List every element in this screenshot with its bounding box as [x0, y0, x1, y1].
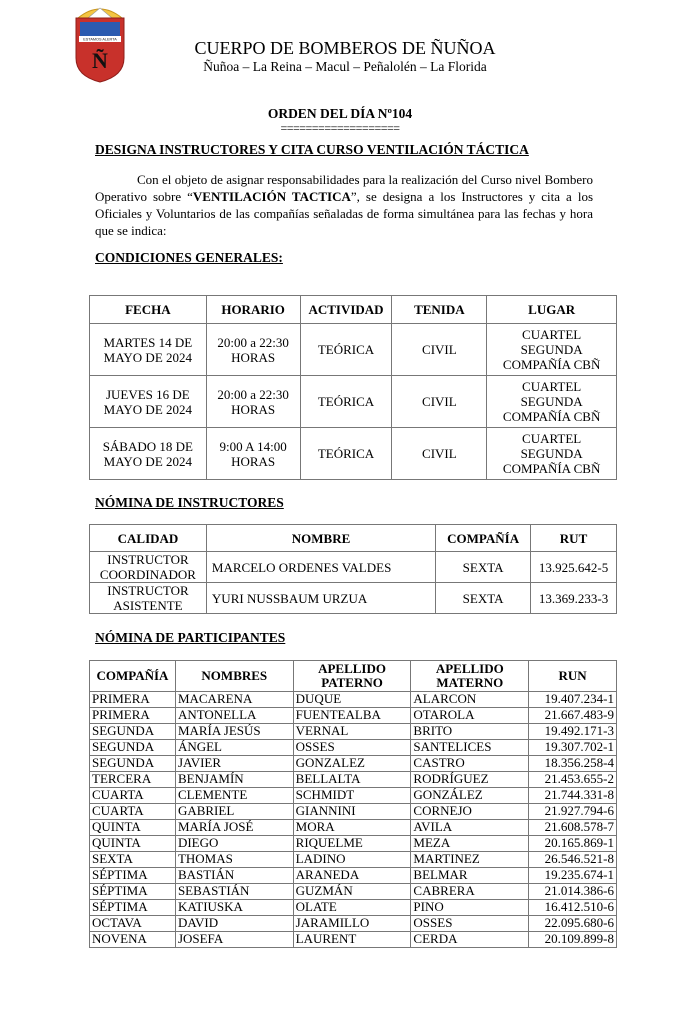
participants-row	[90, 868, 617, 884]
participants-cell: LADINO	[293, 852, 411, 868]
participants-cell: JOSEFA	[175, 932, 293, 948]
conditions-cell: 20:00 a 22:30 HORAS	[206, 376, 300, 428]
conditions-cell: SÁBADO 18 DE MAYO DE 2024	[90, 428, 207, 480]
participants-cell: BASTIÁN	[175, 868, 293, 884]
participants-cell: NOVENA	[90, 932, 176, 948]
participants-cell: OCTAVA	[90, 916, 176, 932]
participants-row	[90, 740, 617, 756]
conditions-row	[90, 428, 617, 480]
participants-cell: 19.492.171-3	[529, 724, 617, 740]
participants-row	[90, 708, 617, 724]
participants-cell: SEGUNDA	[90, 740, 176, 756]
instructors-heading: NÓMINA DE INSTRUCTORES	[95, 495, 284, 510]
participants-cell: OSSES	[293, 740, 411, 756]
instructors-cell: SEXTA	[436, 552, 531, 583]
conditions-cell: TEÓRICA	[300, 428, 392, 480]
conditions-cell: 9:00 A 14:00 HORAS	[206, 428, 300, 480]
participants-cell: THOMAS	[175, 852, 293, 868]
conditions-header-row	[90, 296, 617, 324]
conditions-cell: CUARTEL SEGUNDA COMPAÑÍA CBÑ	[487, 428, 617, 480]
participants-row	[90, 692, 617, 708]
participants-cell: 19.307.702-1	[529, 740, 617, 756]
participants-cell: 19.235.674-1	[529, 868, 617, 884]
participants-cell: LAURENT	[293, 932, 411, 948]
participants-cell: MARÍA JOSÉ	[175, 820, 293, 836]
participants-cell: DAVID	[175, 916, 293, 932]
separator-line: ===================	[280, 121, 400, 135]
participants-cell: BELMAR	[411, 868, 529, 884]
participants-cell: 21.608.578-7	[529, 820, 617, 836]
participants-cell: 21.667.483-9	[529, 708, 617, 724]
conditions-cell: CIVIL	[392, 324, 487, 376]
paragraph-end: ”, se designa a los Instructores y cita a los Oficiales y Voluntarios de las compañías señaladas de forma simultánea para las fechas y hora que se indica:	[95, 189, 593, 238]
participants-cell: JAVIER	[175, 756, 293, 772]
participants-cell: 20.165.869-1	[529, 836, 617, 852]
participants-cell: 18.356.258-4	[529, 756, 617, 772]
conditions-cell: CUARTEL SEGUNDA COMPAÑÍA CBÑ	[487, 324, 617, 376]
fire-department-logo	[74, 2, 126, 84]
participants-cell: GONZÁLEZ	[411, 788, 529, 804]
participants-cell: FUENTEALBA	[293, 708, 411, 724]
participants-cell: OTAROLA	[411, 708, 529, 724]
participants-cell: PINO	[411, 900, 529, 916]
conditions-column-header: ACTIVIDAD	[300, 296, 392, 324]
participants-cell: 21.927.794-6	[529, 804, 617, 820]
participants-cell: BRITO	[411, 724, 529, 740]
instructors-column-header: NOMBRE	[206, 525, 435, 552]
participants-column-header: NOMBRES	[175, 661, 293, 692]
participants-cell: MARTINEZ	[411, 852, 529, 868]
instructors-cell: INSTRUCTOR COORDINADOR	[90, 552, 207, 583]
conditions-column-header: TENIDA	[392, 296, 487, 324]
participants-column-header: COMPAÑÍA	[90, 661, 176, 692]
participants-cell: 22.095.680-6	[529, 916, 617, 932]
conditions-cell: CIVIL	[392, 376, 487, 428]
participants-cell: DIEGO	[175, 836, 293, 852]
conditions-cell: MARTES 14 DE MAYO DE 2024	[90, 324, 207, 376]
participants-cell: GONZALEZ	[293, 756, 411, 772]
participants-column-header: RUN	[529, 661, 617, 692]
conditions-cell: TEÓRICA	[300, 376, 392, 428]
instructors-cell: YURI NUSSBAUM URZUA	[206, 583, 435, 614]
participants-cell: PRIMERA	[90, 708, 176, 724]
conditions-column-header: FECHA	[90, 296, 207, 324]
participants-cell: OLATE	[293, 900, 411, 916]
participants-cell: SEGUNDA	[90, 724, 176, 740]
conditions-heading: CONDICIONES GENERALES:	[95, 250, 283, 265]
participants-cell: 26.546.521-8	[529, 852, 617, 868]
conditions-cell: TEÓRICA	[300, 324, 392, 376]
participants-cell: SCHMIDT	[293, 788, 411, 804]
participants-cell: AVILA	[411, 820, 529, 836]
instructors-row	[90, 552, 617, 583]
conditions-column-header: HORARIO	[206, 296, 300, 324]
participants-cell: DUQUE	[293, 692, 411, 708]
participants-cell: QUINTA	[90, 836, 176, 852]
participants-cell: MARÍA JESÚS	[175, 724, 293, 740]
participants-cell: 21.453.655-2	[529, 772, 617, 788]
participants-cell: CERDA	[411, 932, 529, 948]
participants-row	[90, 724, 617, 740]
participants-cell: RODRÍGUEZ	[411, 772, 529, 788]
participants-cell: ARANEDA	[293, 868, 411, 884]
participants-row	[90, 852, 617, 868]
instructors-column-header: COMPAÑÍA	[436, 525, 531, 552]
logo-letter: Ñ	[92, 48, 108, 73]
conditions-row	[90, 324, 617, 376]
participants-row	[90, 900, 617, 916]
participants-cell: BELLALTA	[293, 772, 411, 788]
participants-cell: ÁNGEL	[175, 740, 293, 756]
participants-cell: QUINTA	[90, 820, 176, 836]
participants-cell: ANTONELLA	[175, 708, 293, 724]
participants-cell: RIQUELME	[293, 836, 411, 852]
conditions-column-header: LUGAR	[487, 296, 617, 324]
participants-cell: OSSES	[411, 916, 529, 932]
participants-cell: ALARCON	[411, 692, 529, 708]
participants-cell: CORNEJO	[411, 804, 529, 820]
institution-subtitle: Ñuñoa – La Reina – Macul – Peñalolén – La Florida	[203, 59, 487, 74]
participants-row	[90, 756, 617, 772]
participants-cell: CASTRO	[411, 756, 529, 772]
instructors-cell: MARCELO ORDENES VALDES	[206, 552, 435, 583]
participants-cell: BENJAMÍN	[175, 772, 293, 788]
participants-row	[90, 916, 617, 932]
instructors-column-header: CALIDAD	[90, 525, 207, 552]
participants-cell: SANTELICES	[411, 740, 529, 756]
participants-cell: 21.014.386-6	[529, 884, 617, 900]
participants-cell: 20.109.899-8	[529, 932, 617, 948]
participants-cell: SEBASTIÁN	[175, 884, 293, 900]
conditions-cell: CIVIL	[392, 428, 487, 480]
conditions-cell: 20:00 a 22:30 HORAS	[206, 324, 300, 376]
participants-column-header: APELLIDO MATERNO	[411, 661, 529, 692]
participants-cell: GUZMÁN	[293, 884, 411, 900]
conditions-row	[90, 376, 617, 428]
participants-cell: JARAMILLO	[293, 916, 411, 932]
participants-cell: SÉPTIMA	[90, 900, 176, 916]
institution-title: CUERPO DE BOMBEROS DE ÑUÑOA	[194, 38, 496, 58]
participants-cell: TERCERA	[90, 772, 176, 788]
participants-cell: GABRIEL	[175, 804, 293, 820]
participants-row	[90, 836, 617, 852]
participants-cell: SEXTA	[90, 852, 176, 868]
intro-paragraph	[95, 171, 593, 239]
participants-cell: SÉPTIMA	[90, 868, 176, 884]
participants-cell: 19.407.234-1	[529, 692, 617, 708]
participants-cell: VERNAL	[293, 724, 411, 740]
participants-column-header: APELLIDO PATERNO	[293, 661, 411, 692]
participants-cell: CUARTA	[90, 804, 176, 820]
document-headline: DESIGNA INSTRUCTORES Y CITA CURSO VENTILACIÓN TÁCTICA	[95, 142, 529, 157]
participants-row	[90, 884, 617, 900]
participants-row	[90, 788, 617, 804]
instructors-cell: SEXTA	[436, 583, 531, 614]
participants-cell: MEZA	[411, 836, 529, 852]
participants-cell: CLEMENTE	[175, 788, 293, 804]
participants-cell: SÉPTIMA	[90, 884, 176, 900]
participants-cell: CABRERA	[411, 884, 529, 900]
instructors-cell: INSTRUCTOR ASISTENTE	[90, 583, 207, 614]
participants-header-row	[90, 661, 617, 692]
participants-row	[90, 932, 617, 948]
participants-cell: 16.412.510-6	[529, 900, 617, 916]
participants-row	[90, 820, 617, 836]
conditions-table	[89, 295, 617, 480]
logo-motto: ESTAMOS ALERTA	[83, 37, 117, 42]
participants-cell: 21.744.331-8	[529, 788, 617, 804]
course-name: VENTILACIÓN TACTICA	[192, 189, 351, 204]
instructors-column-header: RUT	[531, 525, 617, 552]
participants-row	[90, 804, 617, 820]
order-number: ORDEN DEL DÍA Nº104	[267, 106, 413, 121]
paragraph-start: Con el objeto de asignar responsabilidades para la realización del Curso nivel Bombero Operativo sobre “	[95, 172, 593, 204]
participants-cell: KATIUSKA	[175, 900, 293, 916]
instructors-row	[90, 583, 617, 614]
participants-table	[89, 660, 617, 948]
conditions-cell: JUEVES 16 DE MAYO DE 2024	[90, 376, 207, 428]
participants-cell: MORA	[293, 820, 411, 836]
conditions-cell: CUARTEL SEGUNDA COMPAÑÍA CBÑ	[487, 376, 617, 428]
instructors-cell: 13.925.642-5	[531, 552, 617, 583]
participants-heading: NÓMINA DE PARTICIPANTES	[95, 630, 286, 645]
participants-cell: PRIMERA	[90, 692, 176, 708]
participants-cell: GIANNINI	[293, 804, 411, 820]
participants-cell: CUARTA	[90, 788, 176, 804]
instructors-table	[89, 524, 617, 614]
participants-cell: SEGUNDA	[90, 756, 176, 772]
instructors-cell: 13.369.233-3	[531, 583, 617, 614]
participants-row	[90, 772, 617, 788]
participants-cell: MACARENA	[175, 692, 293, 708]
instructors-header-row	[90, 525, 617, 552]
